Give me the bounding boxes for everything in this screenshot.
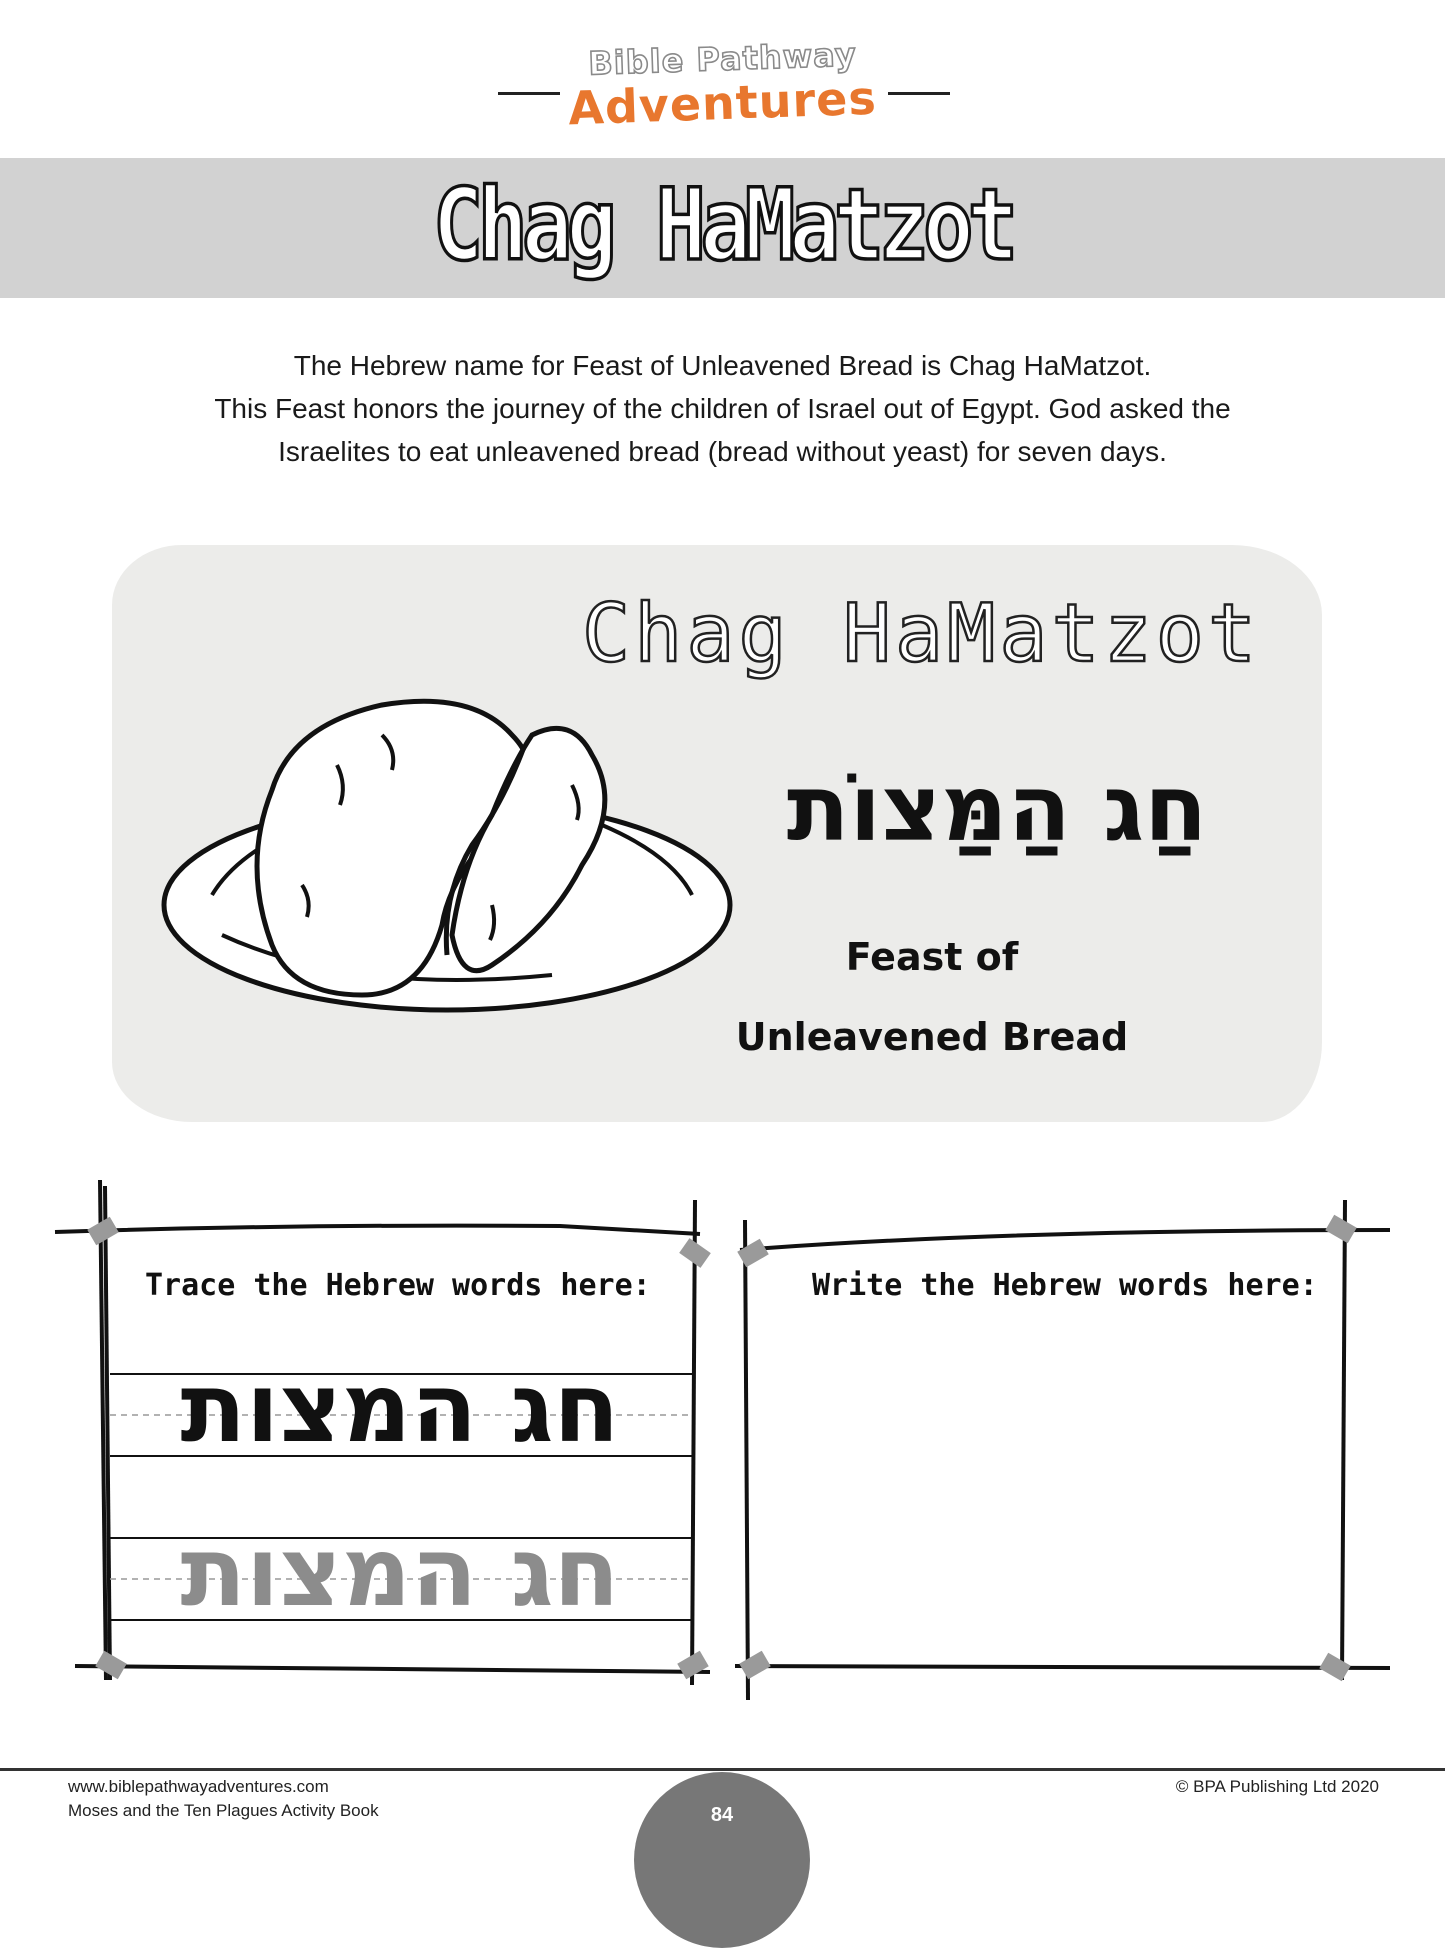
footer-book-title: Moses and the Ten Plagues Activity Book — [68, 1801, 379, 1820]
logo-main-text: Adventures — [567, 70, 878, 136]
write-area[interactable] — [760, 1320, 1330, 1650]
write-panel-label: Write the Hebrew words here: — [812, 1268, 1318, 1303]
page-number-tab — [634, 1772, 810, 1948]
matzah-plate-illustration — [152, 695, 742, 1015]
page-title: Chag HaMatzot — [432, 167, 1013, 283]
intro-line-1: The Hebrew name for Feast of Unleavened Bread is Chag HaMatzot. — [293, 350, 1152, 381]
intro-line-3: Israelites to eat unleavened bread (bread without yeast) for seven days. — [278, 436, 1167, 467]
card-english-line-1: Feast of — [845, 935, 1019, 979]
card-english-line-2: Unleavened Bread — [735, 1015, 1129, 1059]
feast-card — [112, 545, 1322, 1122]
trace-hebrew-gray: חג המצות — [180, 1516, 620, 1628]
footer-copyright: © BPA Publishing Ltd 2020 — [1175, 1777, 1379, 1796]
trace-hebrew-guided: חג המצות — [180, 1352, 620, 1464]
practice-panels — [0, 1180, 1445, 1700]
logo-top-text: Bible Pathway — [587, 35, 858, 83]
trace-panel-label: Trace the Hebrew words here: — [145, 1268, 651, 1303]
title-band — [0, 158, 1445, 298]
page-number: 84 — [710, 1804, 734, 1826]
card-hebrew-text: חַג הַמַּצוֹת — [786, 755, 1208, 862]
footer-rule — [0, 1768, 1445, 1771]
intro-line-2: This Feast honors the journey of the children of Israel out of Egypt. God asked the — [214, 393, 1231, 424]
header-logo — [0, 30, 1445, 140]
footer-website: www.biblepathwayadventures.com — [68, 1777, 329, 1796]
card-title: Chag HaMatzot — [582, 587, 1261, 680]
intro-paragraph — [120, 344, 1325, 473]
